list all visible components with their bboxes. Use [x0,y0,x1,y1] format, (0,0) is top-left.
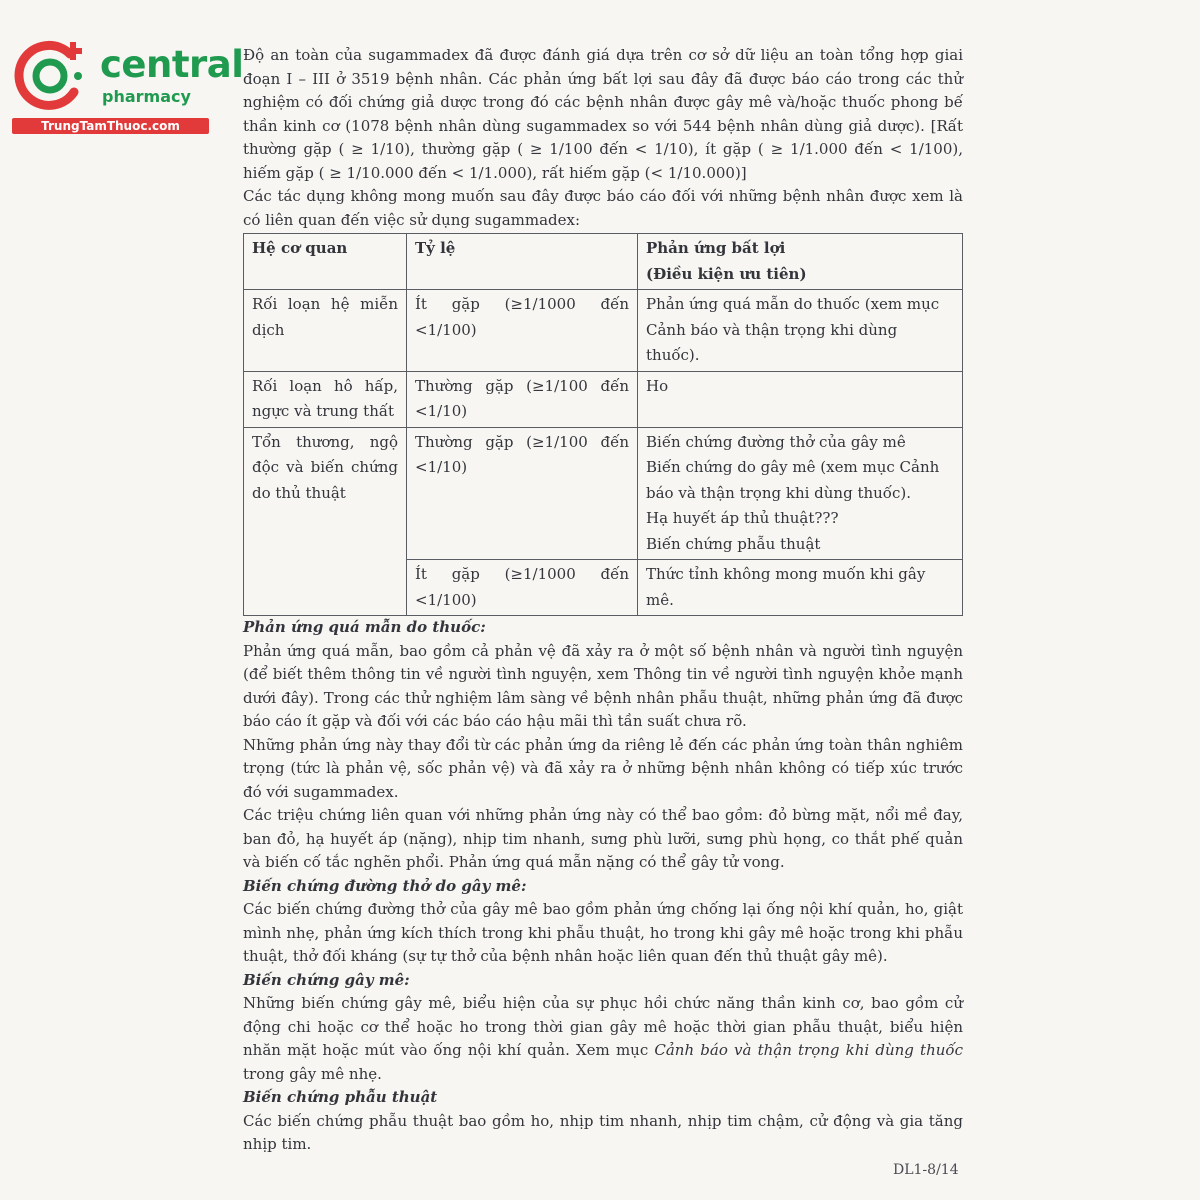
adverse-reactions-table [243,233,963,616]
header-reaction-line1: Phản ứng bất lợi [646,239,786,257]
brand-name: central [100,43,244,86]
reaction-cell [638,427,963,560]
hypersensitivity-paragraph-1: Phản ứng quá mẫn, bao gồm cả phản vệ đã xảy ra ở một số bệnh nhân và người tình nguyện (để biết thêm thông tin về người tình nguyện, xem Thông tin về người tình nguyện khỏe mạnh dưới đây). Trong các thử nghiệm lâm sàng về bệnh nhân phẫu thuật, những phản ứng đã được báo cáo ít gặp và đối với các báo cáo hậu mãi thì tần suất chưa rõ. [243,641,963,730]
airway-paragraph: Các biến chứng đường thở của gây mê bao gồm phản ứng chống lại ống nội khí quản, ho, giật mình nhẹ, phản ứng kích thích trong khi phẫu thuật, ho trong khi gây mê hoặc trong khi phẫu thuật, thở đối kháng (sự tự thở của bệnh nhân hoặc liên quan đến thủ thuật gây mê). [243,900,963,965]
hypersensitivity-paragraph-3: Các triệu chứng liên quan với những phản ứng này có thể bao gồm: đỏ bừng mặt, nổi mề đay, ban đỏ, hạ huyết áp (nặng), nhịp tim nhanh, sưng phù lưỡi, sưng phù họng, co thắt phế quản và biến cố tắc nghẽn phổi. Phản ứng quá mẫn nặng có thể gây tử vong. [243,806,963,871]
document-page [243,44,963,1157]
reaction-cell: Thức tỉnh không mong muốn khi gây mê. [638,560,963,616]
brand-logo[interactable] [12,36,244,136]
brand-subtitle: pharmacy [102,87,191,106]
reaction-item: Biến chứng đường thở của gây mê [646,432,906,451]
reaction-cell: Ho [638,371,963,427]
central-pharmacy-logo-icon [12,36,92,116]
anesthesia-reference: Cảnh báo và thận trọng khi dùng thuốc [654,1041,963,1059]
page-code: DL1-8/14 [893,1162,959,1178]
header-reaction-line2: (Điều kiện ưu tiên) [646,264,807,283]
section-heading-anesthesia: Biến chứng gây mê: [243,970,410,989]
hypersensitivity-paragraph-2: Những phản ứng này thay đổi từ các phản ứng da riêng lẻ đến các phản ứng toàn thân nghiêm trọng (tức là phản vệ, sốc phản vệ) và đã xảy ra ở những bệnh nhân không có tiếp xúc trước đó với sugammadex. [243,735,963,801]
organ-cell: Rối loạn hệ miễn dịch [244,290,407,372]
anesthesia-text-b: trong gây mê nhẹ. [243,1064,382,1083]
organ-cell: Rối loạn hô hấp, ngực và trung thất [244,371,407,427]
rate-cell: Ít gặp (≥1/1000 đến <1/100) [407,290,638,372]
rate-cell: Thường gặp (≥1/100 đến <1/10) [407,427,638,560]
rate-cell: Thường gặp (≥1/100 đến <1/10) [407,371,638,427]
table-row [244,290,963,372]
table-row [244,371,963,427]
surgical-paragraph: Các biến chứng phẫu thuật bao gồm ho, nhịp tim nhanh, nhịp tim chậm, cử động và gia tăng nhịp tim. [243,1111,963,1153]
organ-cell: Tổn thương, ngộ độc và biến chứng do thủ thuật [244,427,407,616]
intro-table-lead: Các tác dụng không mong muốn sau đây được báo cáo đối với những bệnh nhân được xem là có liên quan đến việc sử dụng sugammadex: [243,187,963,229]
header-organ-system: Hệ cơ quan [244,234,407,290]
reaction-cell: Phản ứng quá mẫn do thuốc (xem mục Cảnh báo và thận trọng khi dùng thuốc). [638,290,963,372]
section-heading-hypersensitivity: Phản ứng quá mẫn do thuốc: [243,618,486,636]
table-row [244,427,963,560]
reaction-item: Biến chứng phẫu thuật [646,534,821,553]
header-frequency: Tỷ lệ [407,234,638,290]
anesthesia-text-a: Những biến chứng gây mê, biểu hiện của sự phục hồi chức năng thần kinh cơ, bao gồm cử động chi hoặc cơ thể hoặc ho trong thời gian gây mê hoặc thời gian phẫu thuật, biểu hiện nhăn mặt hoặc mút vào ống nội khí quản. Xem mục [243,994,963,1059]
brand-website-banner[interactable]: TrungTamThuoc.com [12,118,209,134]
rate-cell: Ít gặp (≥1/1000 đến <1/100) [407,560,638,616]
section-heading-airway: Biến chứng đường thở do gây mê: [243,876,527,895]
intro-paragraph: Độ an toàn của sugammadex đã được đánh giá dựa trên cơ sở dữ liệu an toàn tổng hợp giai đoạn I – III ở 3519 bệnh nhân. Các phản ứng bất lợi sau đây đã được báo cáo trong các thử nghiệm có đối chứng giả dược trong đó các bệnh nhân được gây mê và/hoặc thuốc phong bế thần kinh cơ (1078 bệnh nhân dùng sugammadex so với 544 bệnh nhân dùng giả dược). [Rất thường gặp ( ≥ 1/10), thường gặp ( ≥ 1/100 đến < 1/10), ít gặp ( ≥ 1/1.000 đến < 1/100), hiếm gặp ( ≥ 1/10.000 đến < 1/1.000), rất hiếm gặp (< 1/10.000)] [243,46,963,182]
reaction-item: Biến chứng do gây mê (xem mục Cảnh báo và thận trọng khi dùng thuốc). [646,458,940,502]
reaction-item: Hạ huyết áp thủ thuật??? [646,509,839,527]
table-header-row [244,234,963,290]
section-heading-surgical: Biến chứng phẫu thuật [243,1088,438,1106]
header-adverse-reaction [638,234,963,290]
anesthesia-paragraph [243,992,963,1086]
